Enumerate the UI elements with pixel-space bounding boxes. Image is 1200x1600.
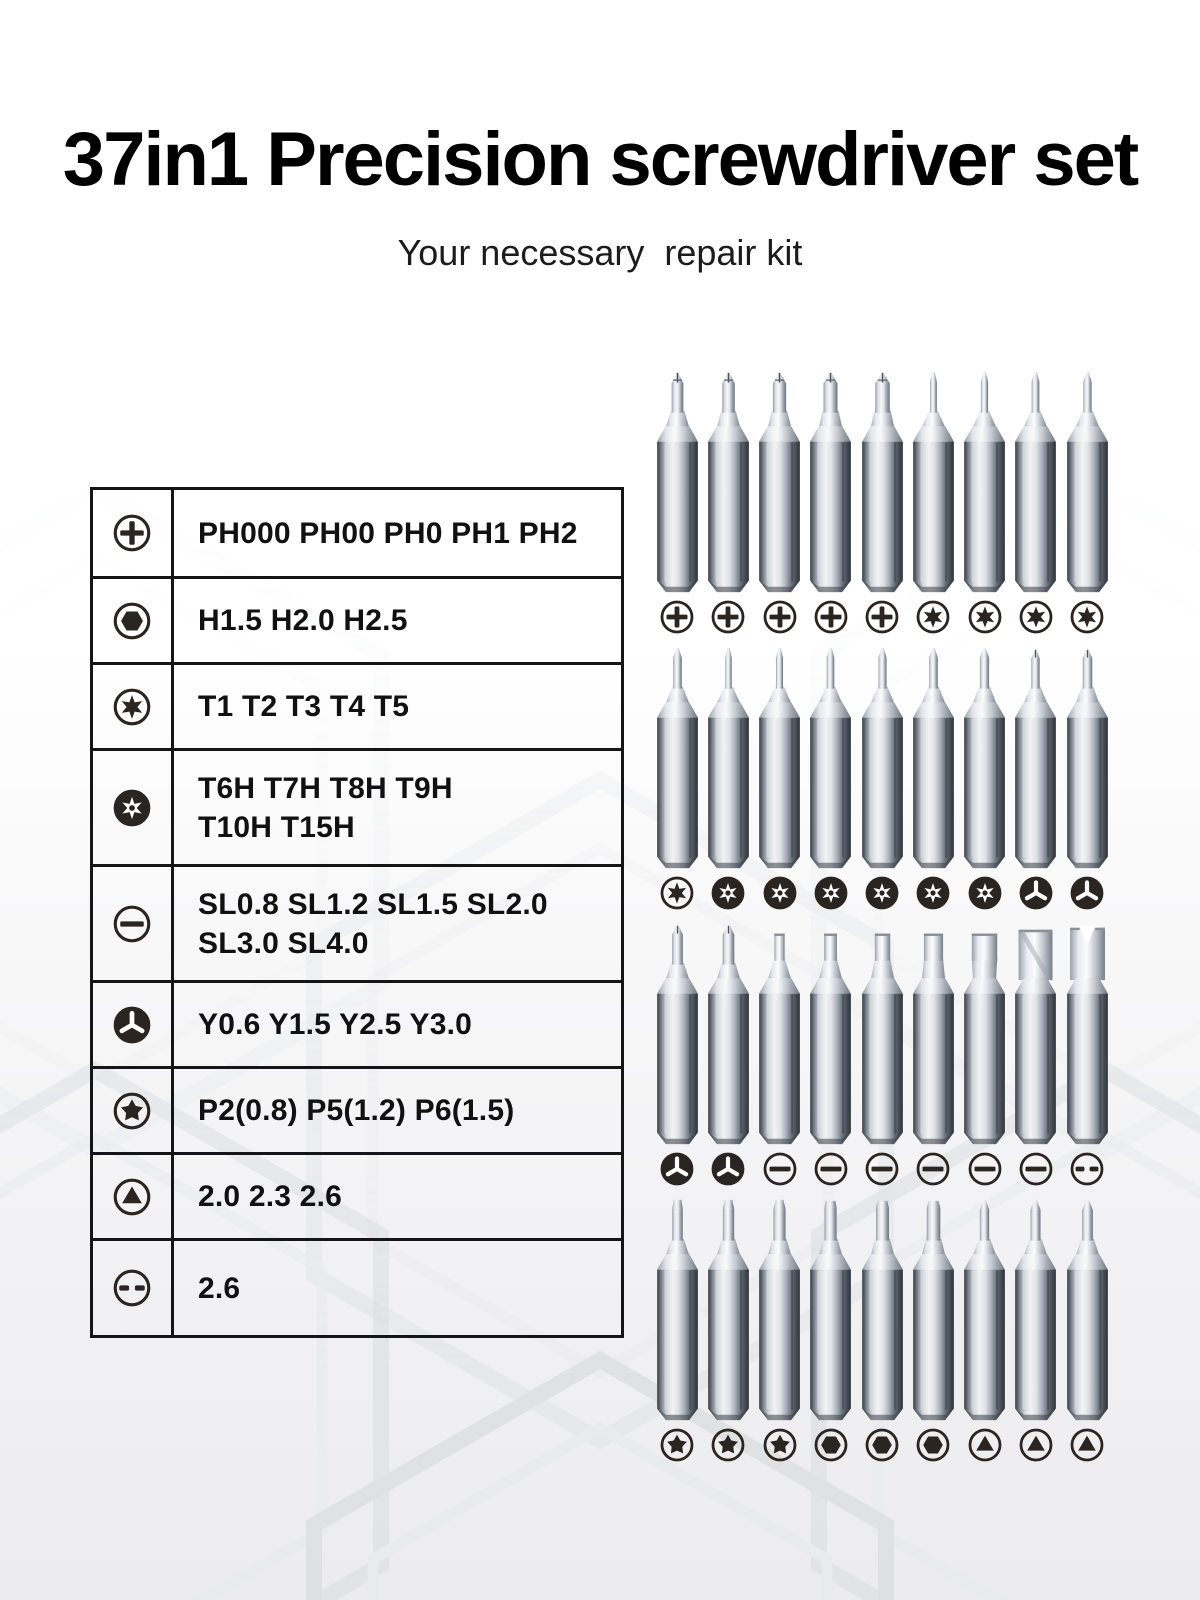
spec-row-label xyxy=(174,1155,621,1238)
bit-slot xyxy=(1011,920,1061,1148)
bit-slot xyxy=(857,1196,907,1424)
icon-slot xyxy=(1011,600,1061,634)
bit-y xyxy=(1063,644,1112,872)
spec-row xyxy=(93,980,621,1066)
spec-row xyxy=(93,864,621,980)
icon-slot xyxy=(908,1428,958,1462)
icon-slot xyxy=(857,600,907,634)
bit-torx xyxy=(1011,368,1060,596)
bit-torx-security xyxy=(806,644,855,872)
bits-row xyxy=(652,368,1112,596)
torx-outline-icon xyxy=(1019,600,1053,634)
bit-slot xyxy=(908,368,958,596)
icon-slot xyxy=(755,1152,805,1186)
bit-slot xyxy=(908,920,958,1148)
bit-torx xyxy=(653,644,702,872)
bit-phillips xyxy=(858,368,907,596)
bit-y xyxy=(704,920,753,1148)
bit-triangle xyxy=(1011,1196,1060,1424)
bit-group-y-slotted-and-u-bits xyxy=(652,920,1112,1186)
page-subtitle: Your necessary repair kit xyxy=(397,232,803,273)
icon-slot xyxy=(908,876,958,910)
spec-row-label xyxy=(174,579,621,662)
spec-row-icon-cell xyxy=(93,665,174,748)
bit-torx xyxy=(960,368,1009,596)
spec-row-line: P2(0.8) P5(1.2) P6(1.5) xyxy=(198,1094,515,1127)
bit-group-phillips-and-torx-bits xyxy=(652,368,1112,634)
torx-security-filled-icon xyxy=(711,876,745,910)
bit-slot xyxy=(1062,1196,1112,1424)
phillips-outline-icon xyxy=(763,600,797,634)
bit-slot xyxy=(652,920,702,1148)
spec-row-line: SL3.0 SL4.0 xyxy=(198,926,369,960)
icon-slot xyxy=(652,1152,702,1186)
spec-row-label xyxy=(174,665,621,748)
bit-torx-security xyxy=(909,644,958,872)
bit-triangle xyxy=(960,1196,1009,1424)
slotted-outline-icon xyxy=(916,1152,950,1186)
phillips-outline-icon xyxy=(113,514,151,552)
bit-slot xyxy=(1062,644,1112,872)
bit-slot xyxy=(960,1196,1010,1424)
icon-slot xyxy=(703,876,753,910)
bit-slot xyxy=(960,920,1010,1148)
bit-slot xyxy=(703,368,753,596)
bit-slot xyxy=(960,368,1010,596)
icon-slot xyxy=(960,1428,1010,1462)
icon-slot xyxy=(1011,1152,1061,1186)
spec-row-line: Y0.6 Y1.5 Y2.5 Y3.0 xyxy=(198,1008,473,1041)
bit-triangle xyxy=(1063,1196,1112,1424)
slotted-outline-icon xyxy=(113,905,151,943)
triangle-outline-icon xyxy=(968,1428,1002,1462)
spec-row-label xyxy=(174,983,621,1066)
bits-row xyxy=(652,644,1112,872)
icon-slot xyxy=(857,876,907,910)
slotted-outline-icon xyxy=(1019,1152,1053,1186)
phillips-outline-icon xyxy=(814,600,848,634)
spec-row-line: PH000 PH00 PH0 PH1 PH2 xyxy=(198,516,578,550)
bit-pentalobe xyxy=(755,1196,804,1424)
pentalobe-outline-icon xyxy=(113,1092,151,1130)
bit-hex xyxy=(909,1196,958,1424)
bit-slot xyxy=(755,1196,805,1424)
spec-row-line: T10H T15H xyxy=(198,810,355,844)
icon-slot xyxy=(960,600,1010,634)
spec-row-label xyxy=(174,1069,621,1152)
bit-slot xyxy=(703,1196,753,1424)
bit-phillips xyxy=(755,368,804,596)
torx-outline-icon xyxy=(968,600,1002,634)
bit-slot xyxy=(806,920,856,1148)
slotted-outline-icon xyxy=(865,1152,899,1186)
bit-slot xyxy=(806,644,856,872)
spec-row-line: SL0.8 SL1.2 SL1.5 SL2.0 xyxy=(198,887,548,921)
torx-security-filled-icon xyxy=(968,876,1002,910)
spec-row-line: H1.5 H2.0 H2.5 xyxy=(198,604,408,637)
torx-outline-icon xyxy=(1070,600,1104,634)
bit-slot xyxy=(857,368,907,596)
bit-slot xyxy=(1011,368,1061,596)
bit-slot xyxy=(908,1196,958,1424)
bit-slotted xyxy=(909,920,958,1148)
phillips-outline-icon xyxy=(711,600,745,634)
bit-slot xyxy=(1062,368,1112,596)
bit-slotted-wide xyxy=(1011,920,1060,1148)
bit-torx xyxy=(909,368,958,596)
bit-slot xyxy=(1062,920,1112,1148)
icon-slot xyxy=(806,600,856,634)
pentalobe-outline-icon xyxy=(763,1428,797,1462)
bit-hex xyxy=(858,1196,907,1424)
icon-slot xyxy=(652,1428,702,1462)
torx-security-filled-icon xyxy=(763,876,797,910)
bit-phillips xyxy=(653,368,702,596)
torx-outline-icon xyxy=(660,876,694,910)
icon-slot xyxy=(1011,876,1061,910)
page-title: 37in1 Precision screwdriver set xyxy=(62,117,1138,202)
torx-security-filled-icon xyxy=(916,876,950,910)
icon-slot xyxy=(755,876,805,910)
bit-slot xyxy=(755,920,805,1148)
hex-filled-icon xyxy=(916,1428,950,1462)
y-filled-icon xyxy=(711,1152,745,1186)
u-outline-icon xyxy=(1070,1152,1104,1186)
icon-slot xyxy=(1011,1428,1061,1462)
y-filled-icon xyxy=(1070,876,1104,910)
bit-type-icons-row xyxy=(652,876,1112,910)
bit-slotted xyxy=(806,920,855,1148)
spec-row-label xyxy=(174,1241,621,1335)
triangle-outline-icon xyxy=(1070,1428,1104,1462)
spec-row-icon-cell xyxy=(93,490,174,576)
torx-security-filled-icon xyxy=(814,876,848,910)
bit-torx xyxy=(1063,368,1112,596)
bit-slotted xyxy=(858,920,907,1148)
hex-filled-icon xyxy=(865,1428,899,1462)
bit-slot xyxy=(755,368,805,596)
bit-phillips xyxy=(704,368,753,596)
spec-row xyxy=(93,1066,621,1152)
bit-group-pentalobe-hex-and-triangle-bits xyxy=(652,1196,1112,1462)
bit-group-torx-security-and-y-bits xyxy=(652,644,1112,910)
bits-row xyxy=(652,920,1112,1148)
torx-outline-icon xyxy=(916,600,950,634)
spec-row-icon-cell xyxy=(93,867,174,980)
icon-slot xyxy=(806,876,856,910)
spec-row xyxy=(93,490,621,576)
bit-slot xyxy=(960,644,1010,872)
spec-row-label xyxy=(174,867,621,980)
y-filled-icon xyxy=(660,1152,694,1186)
u-outline-icon xyxy=(113,1269,151,1307)
icon-slot xyxy=(1062,1428,1112,1462)
spec-row-icon-cell xyxy=(93,1069,174,1152)
icon-slot xyxy=(652,876,702,910)
spec-row xyxy=(93,748,621,864)
torx-outline-icon xyxy=(113,688,151,726)
icon-slot xyxy=(1062,1152,1112,1186)
bit-slot xyxy=(703,644,753,872)
icon-slot xyxy=(960,1152,1010,1186)
bit-y xyxy=(653,920,702,1148)
icon-slot xyxy=(857,1428,907,1462)
bit-type-icons-row xyxy=(652,1428,1112,1462)
torx-security-filled-icon xyxy=(865,876,899,910)
bit-slot xyxy=(652,368,702,596)
bit-slot xyxy=(755,644,805,872)
icon-slot xyxy=(960,876,1010,910)
slotted-outline-icon xyxy=(814,1152,848,1186)
phillips-outline-icon xyxy=(865,600,899,634)
icon-slot xyxy=(652,600,702,634)
slotted-outline-icon xyxy=(763,1152,797,1186)
bit-torx-security xyxy=(755,644,804,872)
icon-slot xyxy=(703,1428,753,1462)
spec-row-icon-cell xyxy=(93,983,174,1066)
icon-slot xyxy=(908,1152,958,1186)
bit-hex xyxy=(806,1196,855,1424)
icon-slot xyxy=(908,600,958,634)
bit-torx-security xyxy=(858,644,907,872)
spec-row-line: 2.0 2.3 2.6 xyxy=(198,1180,342,1213)
bit-slot xyxy=(1011,1196,1061,1424)
spec-row-icon-cell xyxy=(93,1241,174,1335)
bit-type-icons-row xyxy=(652,600,1112,634)
pentalobe-outline-icon xyxy=(660,1428,694,1462)
bit-slot xyxy=(806,368,856,596)
bit-slot xyxy=(1011,644,1061,872)
y-filled-icon xyxy=(113,1006,151,1044)
icon-slot xyxy=(703,1152,753,1186)
spec-row-icon-cell xyxy=(93,751,174,864)
hex-filled-icon xyxy=(113,602,151,640)
slotted-outline-icon xyxy=(968,1152,1002,1186)
spec-row-icon-cell xyxy=(93,1155,174,1238)
icon-slot xyxy=(806,1428,856,1462)
icon-slot xyxy=(703,600,753,634)
bits-row xyxy=(652,1196,1112,1424)
bit-y xyxy=(1011,644,1060,872)
spec-row-label xyxy=(174,751,621,864)
bit-slotted xyxy=(960,920,1009,1148)
icon-slot xyxy=(1062,876,1112,910)
spec-row-line: T1 T2 T3 T4 T5 xyxy=(198,690,410,723)
phillips-outline-icon xyxy=(660,600,694,634)
bit-slot xyxy=(652,1196,702,1424)
bit-slot xyxy=(652,644,702,872)
bit-torx-security xyxy=(960,644,1009,872)
icon-slot xyxy=(806,1152,856,1186)
bit-pentalobe xyxy=(704,1196,753,1424)
bit-spec-table xyxy=(90,487,624,1338)
pentalobe-outline-icon xyxy=(711,1428,745,1462)
bit-pentalobe xyxy=(653,1196,702,1424)
y-filled-icon xyxy=(1019,876,1053,910)
bit-slotted xyxy=(755,920,804,1148)
bit-slot xyxy=(806,1196,856,1424)
icon-slot xyxy=(755,1428,805,1462)
triangle-outline-icon xyxy=(113,1178,151,1216)
bit-slot xyxy=(857,920,907,1148)
bit-u xyxy=(1063,920,1112,1148)
bit-slot xyxy=(703,920,753,1148)
spec-row xyxy=(93,662,621,748)
icon-slot xyxy=(755,600,805,634)
torx-security-filled-icon xyxy=(113,789,151,827)
icon-slot xyxy=(1062,600,1112,634)
icon-slot xyxy=(857,1152,907,1186)
spec-row-icon-cell xyxy=(93,579,174,662)
spec-row xyxy=(93,1238,621,1335)
bit-phillips xyxy=(806,368,855,596)
spec-row-line: 2.6 xyxy=(198,1271,241,1305)
bit-slot xyxy=(857,644,907,872)
triangle-outline-icon xyxy=(1019,1428,1053,1462)
hex-filled-icon xyxy=(814,1428,848,1462)
spec-row xyxy=(93,1152,621,1238)
bit-slot xyxy=(908,644,958,872)
spec-row-line: T6H T7H T8H T9H xyxy=(198,771,453,805)
bit-torx-security xyxy=(704,644,753,872)
bit-type-icons-row xyxy=(652,1152,1112,1186)
spec-row xyxy=(93,576,621,662)
spec-row-label xyxy=(174,490,621,576)
